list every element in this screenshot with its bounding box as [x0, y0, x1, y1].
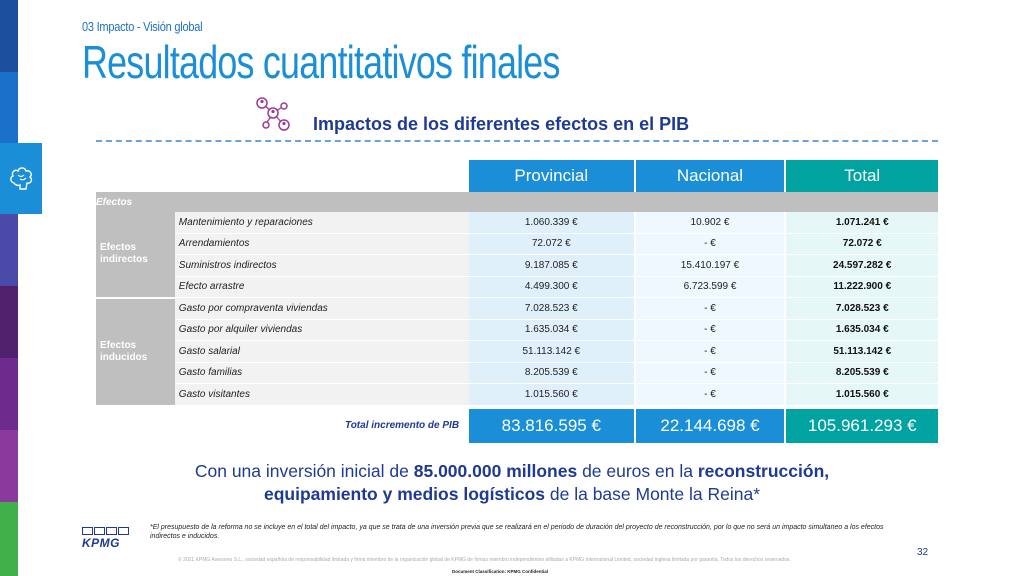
cell-nacional: - € [636, 233, 783, 255]
header-total: Total [786, 160, 938, 192]
cell-nacional: 6.723.599 € [636, 276, 783, 298]
row-label: Arrendamientos [175, 233, 469, 255]
cell-nacional: - € [636, 384, 783, 406]
footnote: *El presupuesto de la reforma no se incluye en el total del impacto, ya que se trata de una inversión previa que se realizará en el periodo de duración del proyecto de reconstrucción, por lo que no será un impacto simultaneo a los efectos indirectos e inducidos. [150, 524, 884, 540]
table-row [96, 233, 938, 255]
side-strip-2 [0, 72, 18, 143]
row-label: Gasto por compraventa viviendas [175, 298, 469, 320]
cell-provincial: 1.060.339 € [469, 212, 633, 233]
row-label: Suministros indirectos [175, 255, 469, 277]
document-classification: Document Classification: KPMG Confidential [452, 569, 549, 574]
table-row [96, 384, 938, 406]
cell-provincial: 9.187.085 € [469, 255, 633, 277]
cell-provincial: 4.499.300 € [469, 276, 633, 298]
pib-impact-table [96, 160, 938, 443]
table-row [96, 212, 938, 233]
side-strip-8 [0, 502, 18, 576]
header-spacer [96, 160, 469, 192]
side-strip-4 [0, 214, 18, 286]
cell-total: 1.071.241 € [786, 212, 938, 233]
cell-nacional: 15.410.197 € [636, 255, 783, 277]
side-strip-5 [0, 286, 18, 358]
cell-nacional: 10.902 € [636, 212, 783, 233]
total-label: Total incremento de PIB [344, 420, 460, 431]
table-row [96, 319, 938, 341]
cell-total: 1.015.560 € [786, 384, 938, 406]
kpmg-logo [82, 527, 130, 550]
cell-total: 8.205.539 € [786, 362, 938, 384]
row-label: Efecto arrastre [175, 276, 469, 298]
table-row [96, 362, 938, 384]
group-inducidos: Efectos inducidos [96, 298, 175, 406]
total-total: 105.961.293 € [786, 409, 938, 443]
cell-provincial: 8.205.539 € [469, 362, 633, 384]
row-label: Gasto visitantes [175, 384, 469, 406]
cell-nacional: - € [636, 362, 783, 384]
chart-subtitle: Impactos de los diferentes efectos en el PIB [313, 114, 690, 134]
cell-provincial: 1.635.034 € [469, 319, 633, 341]
cell-nacional: - € [636, 298, 783, 320]
side-strip-1 [0, 0, 18, 72]
cell-total: 51.113.142 € [786, 341, 938, 363]
section-label: 03 Impacto - Visión global [82, 19, 203, 34]
logo-text: KPMG [82, 536, 120, 550]
cell-total: 11.222.900 € [786, 276, 938, 298]
group-indirectos: Efectos indirectos [96, 212, 175, 298]
total-nacional: 22.144.698 € [636, 409, 783, 443]
side-strip-7 [0, 430, 18, 502]
table-row [96, 255, 938, 277]
cell-provincial: 51.113.142 € [469, 341, 633, 363]
investment-statement: Con una inversión inicial de 85.000.000 millones de euros en la reconstrucción, equipamiento y medios logísticos de la base Monte la Reina* [194, 461, 830, 504]
row-label: Gasto por alquiler viviendas [175, 319, 469, 341]
cell-nacional: - € [636, 319, 783, 341]
page-number: 32 [917, 547, 929, 558]
row-label: Mantenimiento y reparaciones [175, 212, 469, 233]
side-strip-6 [0, 358, 18, 430]
row-label: Gasto salarial [175, 341, 469, 363]
side-nav-active[interactable] [0, 143, 42, 214]
table-row [96, 276, 938, 298]
dashed-divider [96, 140, 938, 142]
cell-nacional: - € [636, 341, 783, 363]
cell-total: 24.597.282 € [786, 255, 938, 277]
cell-provincial: 72.072 € [469, 233, 633, 255]
efectos-label: Efectos [96, 192, 938, 212]
header-nacional: Nacional [636, 160, 783, 192]
brain-icon [8, 163, 34, 193]
row-label: Gasto familias [175, 362, 469, 384]
table-row [96, 298, 938, 320]
total-provincial: 83.816.595 € [469, 409, 633, 443]
total-row [96, 409, 938, 443]
people-network-icon [252, 96, 294, 132]
cell-total: 1.635.034 € [786, 319, 938, 341]
cell-total: 72.072 € [786, 233, 938, 255]
cell-provincial: 7.028.523 € [469, 298, 633, 320]
legal-notice: © 2021 KPMG Asesores S.L., sociedad española de responsabilidad limitada y firma miembro de la organización global de KPMG de firmas miembro independientes afiliadas a KPMG International Limited, sociedad inglesa limitada por garantía. Todos los derechos reservados. [178, 557, 791, 563]
table-row [96, 341, 938, 363]
cell-total: 7.028.523 € [786, 298, 938, 320]
page-title: Resultados cuantitativos finales [82, 36, 560, 88]
cell-provincial: 1.015.560 € [469, 384, 633, 406]
header-provincial: Provincial [469, 160, 633, 192]
